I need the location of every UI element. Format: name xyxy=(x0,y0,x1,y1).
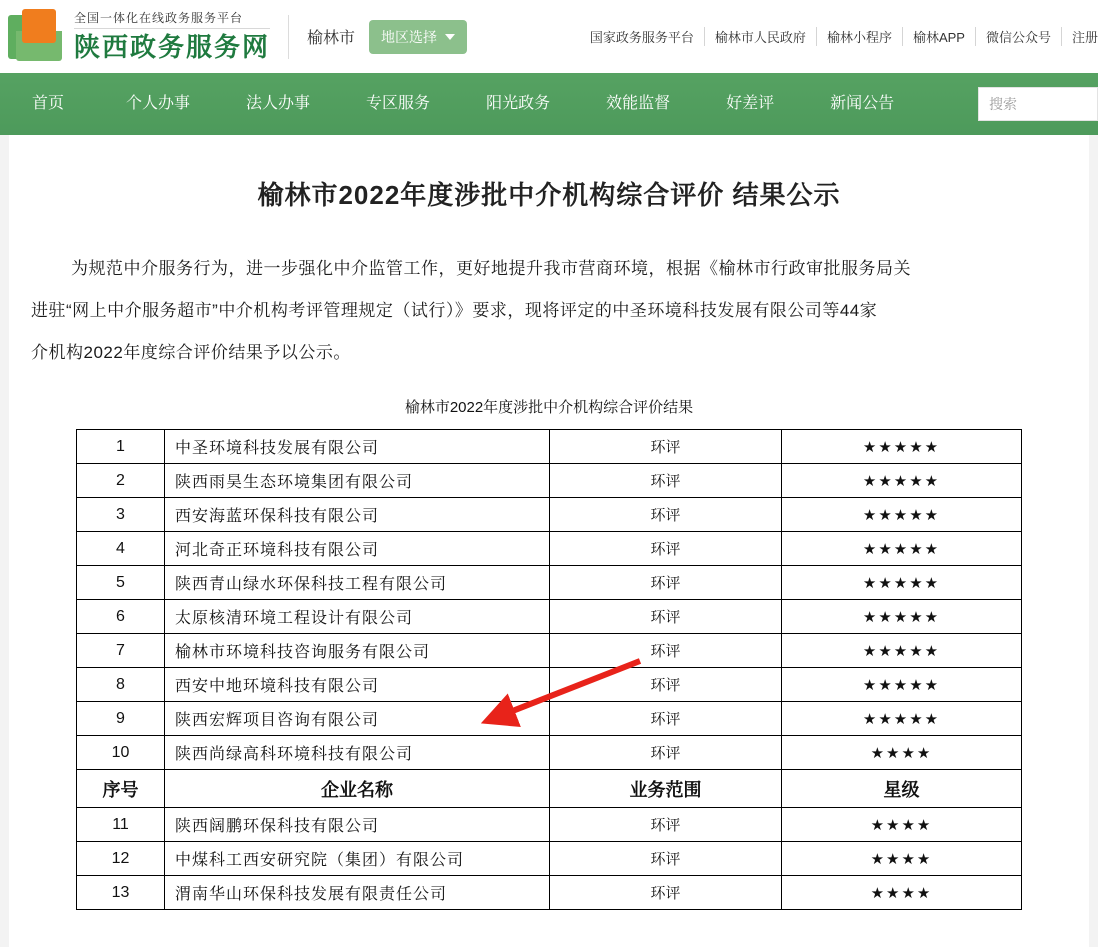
business-scope: 环评 xyxy=(550,736,782,770)
star-rating: ★★★★★ xyxy=(782,498,1022,532)
business-scope: 环评 xyxy=(550,600,782,634)
nav-item-efficiency-supervision[interactable]: 效能监督 xyxy=(606,95,671,112)
article-card xyxy=(9,135,1089,947)
table-row xyxy=(77,464,1022,498)
company-name: 河北奇正环境科技有限公司 xyxy=(165,532,550,566)
company-name: 榆林市环境科技咨询服务有限公司 xyxy=(165,634,550,668)
header-link-list xyxy=(580,27,1098,46)
header-link-national-platform[interactable]: 国家政务服务平台 xyxy=(580,27,705,46)
table-header-row xyxy=(77,770,1022,808)
table-row xyxy=(77,566,1022,600)
star-rating: ★★★★★ xyxy=(782,702,1022,736)
table-row xyxy=(77,498,1022,532)
nav-item-home[interactable]: 首页 xyxy=(32,95,65,112)
company-name: 陕西青山绿水环保科技工程有限公司 xyxy=(165,566,550,600)
header-divider xyxy=(288,15,289,59)
chevron-down-icon xyxy=(445,34,455,40)
row-index: 10 xyxy=(77,736,165,770)
current-city-label: 榆林市 xyxy=(307,30,356,47)
business-scope: 环评 xyxy=(550,464,782,498)
row-index: 6 xyxy=(77,600,165,634)
nav-item-sunshine-gov[interactable]: 阳光政务 xyxy=(486,95,551,112)
row-index: 11 xyxy=(77,808,165,842)
company-name: 陕西宏辉项目咨询有限公司 xyxy=(165,702,550,736)
header-link-wechat[interactable]: 微信公众号 xyxy=(976,27,1062,46)
table-row xyxy=(77,842,1022,876)
business-scope: 环评 xyxy=(550,842,782,876)
region-select-label: 地区选择 xyxy=(381,28,438,45)
row-index: 8 xyxy=(77,668,165,702)
row-index: 2 xyxy=(77,464,165,498)
table-row xyxy=(77,430,1022,464)
table-caption: 榆林市2022年度涉批中介机构综合评价结果 xyxy=(404,399,694,416)
paragraph-line-2: 进驻“网上中介服务超市”中介机构考评管理规定（试行）》要求，现将评定的中圣环境科技发展有限公司等44家 xyxy=(31,301,878,320)
company-name: 太原核清环境工程设计有限公司 xyxy=(165,600,550,634)
business-scope: 环评 xyxy=(550,702,782,736)
star-rating: ★★★★★ xyxy=(782,600,1022,634)
table-row xyxy=(77,532,1022,566)
company-name: 陕西尚绿高科环境科技有限公司 xyxy=(165,736,550,770)
star-rating: ★★★★★ xyxy=(782,634,1022,668)
page-title: 榆林市2022年度涉批中介机构综合评价 结果公示 xyxy=(257,180,841,210)
row-index: 12 xyxy=(77,842,165,876)
nav-item-legal-entity[interactable]: 法人办事 xyxy=(246,95,311,112)
nav-item-personal[interactable]: 个人办事 xyxy=(126,95,191,112)
search-input[interactable]: 搜索 xyxy=(978,87,1098,121)
business-scope: 环评 xyxy=(550,634,782,668)
column-header-4: 星级 xyxy=(782,770,1022,808)
business-scope: 环评 xyxy=(550,498,782,532)
logo-title: 陕西政务服务网 xyxy=(74,31,271,62)
row-index: 4 xyxy=(77,532,165,566)
row-index: 13 xyxy=(77,876,165,910)
table-row xyxy=(77,668,1022,702)
region-select-button[interactable] xyxy=(369,20,467,54)
star-rating: ★★★★ xyxy=(782,842,1022,876)
table-row xyxy=(77,736,1022,770)
business-scope: 环评 xyxy=(550,668,782,702)
header-link-city-government[interactable]: 榆林市人民政府 xyxy=(705,27,817,46)
paragraph-line-1: 为规范中介服务行为，进一步强化中介监管工作，更好地提升我市营商环境，根据《榆林市行政审批服务局关 xyxy=(71,259,911,278)
star-rating: ★★★★★ xyxy=(782,532,1022,566)
company-name: 陕西雨昊生态环境集团有限公司 xyxy=(165,464,550,498)
paragraph-line-3: 介机构2022年度综合评价结果予以公示。 xyxy=(31,343,351,362)
row-index: 9 xyxy=(77,702,165,736)
business-scope: 环评 xyxy=(550,808,782,842)
star-rating: ★★★★ xyxy=(782,736,1022,770)
register-link[interactable]: 注册 xyxy=(1071,30,1098,45)
site-logo[interactable] xyxy=(0,0,270,73)
logo-subtitle: 全国一体化在线政务服务平台 xyxy=(74,12,270,29)
search-area xyxy=(978,87,1098,121)
star-rating: ★★★★ xyxy=(782,876,1022,910)
row-index: 1 xyxy=(77,430,165,464)
nav-item-review[interactable]: 好差评 xyxy=(726,95,775,112)
company-name: 西安海蓝环保科技有限公司 xyxy=(165,498,550,532)
table-row xyxy=(77,600,1022,634)
company-name: 陕西阔鹏环保科技有限公司 xyxy=(165,808,550,842)
star-rating: ★★★★★ xyxy=(782,668,1022,702)
article-paragraphs xyxy=(31,248,1067,374)
main-navigation xyxy=(0,73,1098,135)
business-scope: 环评 xyxy=(550,566,782,600)
logo-mark-icon xyxy=(8,9,64,65)
row-index: 3 xyxy=(77,498,165,532)
row-index: 7 xyxy=(77,634,165,668)
page-body xyxy=(0,135,1098,947)
star-rating: ★★★★★ xyxy=(782,464,1022,498)
table-row xyxy=(77,634,1022,668)
star-rating: ★★★★ xyxy=(782,808,1022,842)
column-header-1: 序号 xyxy=(77,770,165,808)
table-row xyxy=(77,808,1022,842)
company-name: 渭南华山环保科技发展有限责任公司 xyxy=(165,876,550,910)
business-scope: 环评 xyxy=(550,532,782,566)
column-header-3: 业务范围 xyxy=(550,770,782,808)
company-name: 中煤科工西安研究院（集团）有限公司 xyxy=(165,842,550,876)
company-name: 中圣环境科技发展有限公司 xyxy=(165,430,550,464)
table-row xyxy=(77,876,1022,910)
evaluation-table xyxy=(76,429,1022,910)
star-rating: ★★★★★ xyxy=(782,566,1022,600)
column-header-2: 企业名称 xyxy=(165,770,550,808)
site-header xyxy=(0,0,1098,73)
table-body xyxy=(77,430,1022,910)
nav-item-zone-service[interactable]: 专区服务 xyxy=(366,95,431,112)
business-scope: 环评 xyxy=(550,430,782,464)
row-index: 5 xyxy=(77,566,165,600)
nav-item-news[interactable]: 新闻公告 xyxy=(830,95,895,112)
business-scope: 环评 xyxy=(550,876,782,910)
company-name: 西安中地环境科技有限公司 xyxy=(165,668,550,702)
star-rating: ★★★★★ xyxy=(782,430,1022,464)
header-link-app[interactable]: 榆林APP xyxy=(903,27,976,46)
header-link-mini-program[interactable]: 榆林小程序 xyxy=(817,27,903,46)
table-row xyxy=(77,702,1022,736)
